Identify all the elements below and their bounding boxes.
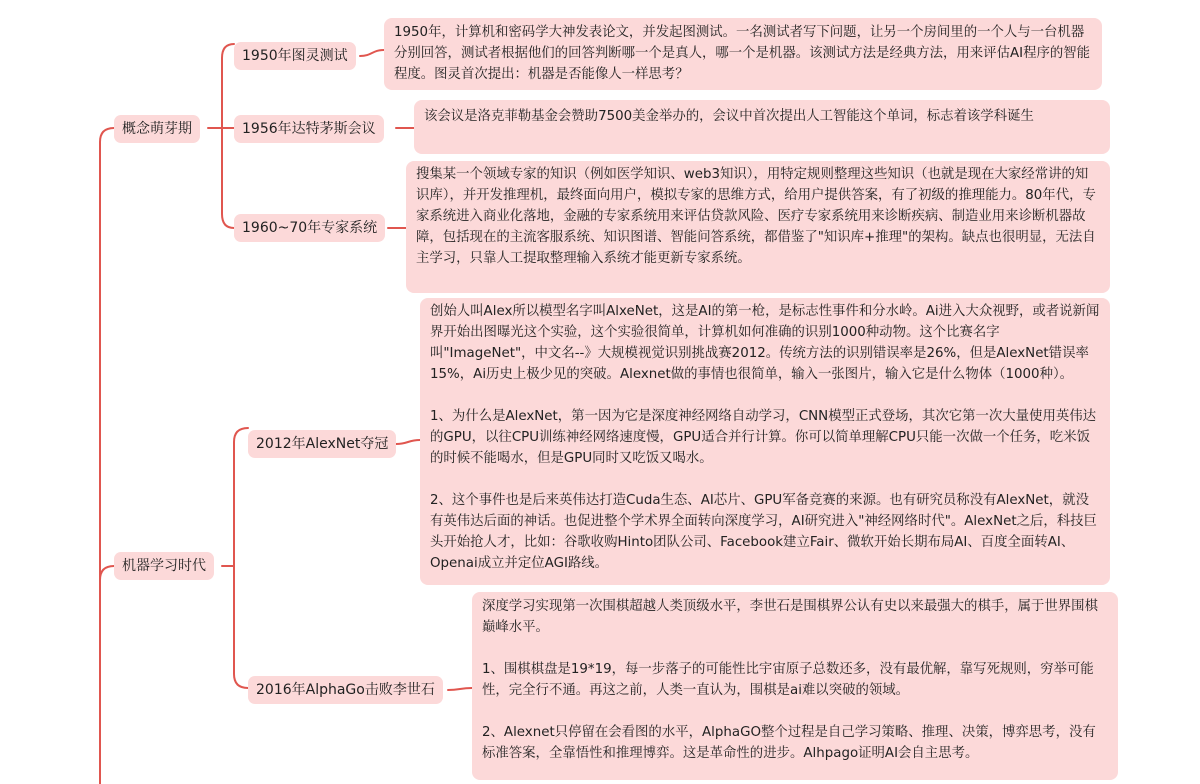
node-dartmouth[interactable]: 1956年达特茅斯会议 <box>234 115 384 143</box>
connector-trunk <box>100 128 114 784</box>
node-turing-test[interactable]: 1950年图灵测试 <box>234 42 356 70</box>
connector-turing-note <box>360 50 384 56</box>
connector-group-2 <box>222 428 248 688</box>
note-alexnet: 创始人叫Alex所以模型名字叫AlxeNet，这是AI的第一枪，是标志性事件和分水岭。Ai进入大众视野，或者说新闻界开始出图曝光这个实验，这个实验很简单，计算机如何准确的识别1000种动物。这个比赛名字叫"ImageNet"，中文名--》大规模视觉识别挑战赛2012。传统方法的识别错误率是26%，但是AlexNet错误率15%，Ai历史上极少见的突破。Alexnet做的事情也很简单，输入一张图片，输入它是什么物体（1000种）。 1、为什么是AlexNet，第一因为它是深度神经网络自动学习，CNN模型正式登场，其次它第一次大量使用英伟达的GPU，以往CPU训练神经网络速度慢，GPU适合并行计算。你可以简单理解CPU只能一次做一个任务，吃米饭的时候不能喝水，但是GPU同时又吃饭又喝水。 2、这个事件也是后来英伟达打造Cuda生态、AI芯片、GPU军备竞赛的来源。也有研究员称没有AlexNet，就没有英伟达后面的神话。也促进整个学术界全面转向深度学习，AI研究进入"神经网络时代"。AlexNet之后，科技巨头开始抢人才，比如：谷歌收购Hinto团队公司、Facebook建立Fair、微软开始长期布局AI、百度全面转AI、Openai成立并定位AGI路线。 <box>420 298 1110 585</box>
note-dartmouth: 该会议是洛克菲勒基金会赞助7500美金举办的，会议中首次提出人工智能这个单词，标志着该学科诞生 <box>414 100 1110 154</box>
connector-group-1 <box>208 44 234 228</box>
connector-alexnet-note <box>396 440 420 444</box>
node-machine-learning-era[interactable]: 机器学习时代 <box>114 552 214 580</box>
node-alphago[interactable]: 2016年AlphaGo击败李世石 <box>248 676 443 704</box>
note-alphago: 深度学习实现第一次围棋超越人类顶级水平，李世石是围棋界公认有史以来最强大的棋手，属于世界围棋巅峰水平。 1、围棋棋盘是19*19，每一步落子的可能性比宇宙原子总数还多，没有最优解，靠写死规则，穷举可能性，完全行不通。再这之前，人类一直认为，围棋是ai难以突破的领域。 2、Alexnet只停留在会看图的水平，AlphaGO整个过程是自己学习策略、推理、决策，博弈思考，没有标准答案，全靠悟性和推理博弈。这是革命性的进步。Alhpago证明AI会自主思考。 <box>472 592 1118 780</box>
connector-trunk-branch-2 <box>100 566 114 580</box>
connector-alphago-note <box>448 688 472 690</box>
node-expert-system[interactable]: 1960~70年专家系统 <box>234 214 385 242</box>
node-alexnet[interactable]: 2012年AlexNet夺冠 <box>248 430 396 458</box>
note-expert-system: 搜集某一个领域专家的知识（例如医学知识、web3知识），用特定规则整理这些知识（也就是现在大家经常讲的知识库），并开发推理机，最终面向用户，模拟专家的思维方式，给用户提供答案，有了初级的推理能力。80年代，专家系统进入商业化落地，金融的专家系统用来评估贷款风险、医疗专家系统用来诊断疾病、制造业用来诊断机器故障，包括现在的主流客服系统、知识图谱、智能问答系统，都借鉴了"知识库+推理"的架构。缺点也很明显，无法自主学习，只靠人工提取整理输入系统才能更新专家系统。 <box>406 161 1110 293</box>
note-turing-test: 1950年，计算机和密码学大神发表论文，并发起图测试。一名测试者写下问题，让另一个房间里的一个人与一台机器分别回答，测试者根据他们的回答判断哪一个是真人，哪一个是机器。该测试方法是经典方法，用来评估AI程序的智能程度。图灵首次提出：机器是否能像人一样思考？ <box>384 18 1102 90</box>
node-concept-era[interactable]: 概念萌芽期 <box>114 115 200 143</box>
